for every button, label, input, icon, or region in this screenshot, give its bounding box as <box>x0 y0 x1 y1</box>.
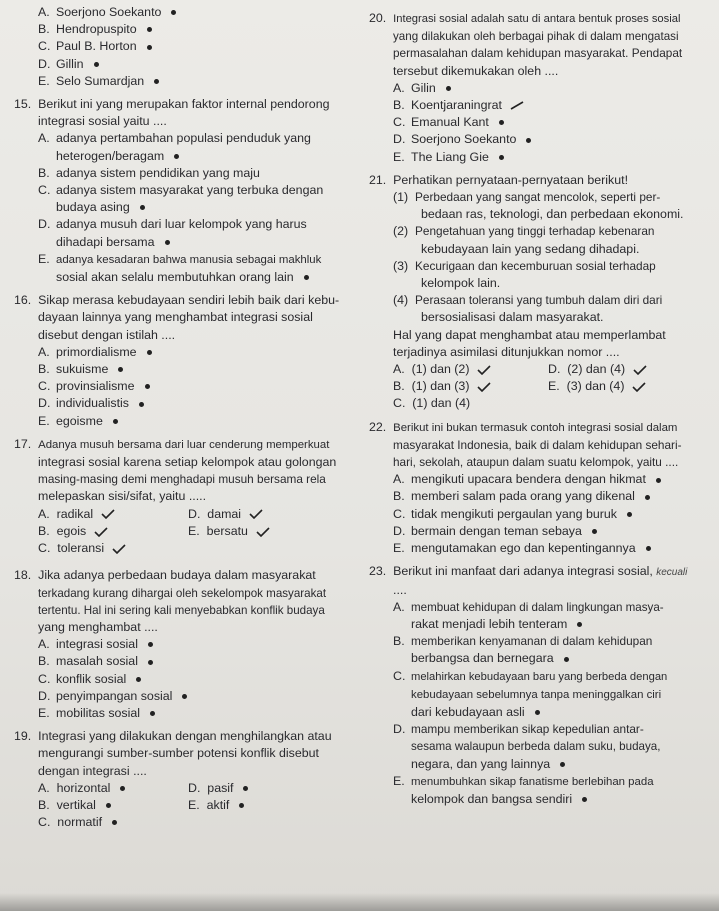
option[interactable]: A. adanya pertambahan populasi penduduk yang <box>38 131 311 146</box>
pen-mark-icon <box>645 495 650 500</box>
question-stem: Berikut ini bukan termasuk contoh integrasi sosial dalam <box>393 421 678 434</box>
question-21: 21. Perhatikan pernyataan-pernyataan berikut! (1) Perbedaan yang sangat mencolok, seperti per- bedaan ras, teknologi, dan perbedaan ekonomi. (2) Pengetahuan yang tinggi terhadap kebenaran kebudayaan lain yang sedang dihadapi. (3) Kecurigaan dan kecemburuan sosial terhadap kelompok lain. (4) Perasaan toleransi yang tumbuh dalam diri dari bersosialisasi dalam masyarakat. Hal yang dapat menghambat atau memperlambat terjadinya asimilasi ditunjukkan nomor .... A. (1) dan (2) D. (2) dan (4) B. (1) dan (3) E. (3) dan (4) C. (1) dan (4) <box>369 172 714 413</box>
option[interactable]: D. Gillin <box>14 56 354 73</box>
option[interactable]: E. Selo Sumardjan <box>14 73 354 90</box>
option[interactable]: D. adanya musuh dari luar kelompok yang harus <box>38 217 307 232</box>
pen-mark-icon <box>150 711 155 716</box>
option[interactable]: E. mobilitas sosial <box>14 705 354 722</box>
option[interactable]: E. mengutamakan ego dan kepentingannya <box>369 540 714 557</box>
pen-mark-icon <box>147 45 152 50</box>
option[interactable]: C. toleransi <box>38 540 188 557</box>
option[interactable]: D. Soerjono Soekanto <box>369 131 714 148</box>
question-number: 22. <box>369 419 387 434</box>
option[interactable]: C. provinsialisme <box>14 378 354 395</box>
option[interactable]: C. melahirkan kebudayaan baru yang berbeda dengan <box>393 668 668 683</box>
question-stem: Sikap merasa kebudayaan sendiri lebih baik dari kebu- <box>38 293 340 308</box>
pen-mark-icon <box>147 350 152 355</box>
pen-mark-icon <box>446 86 451 91</box>
checkmark-icon <box>112 544 126 554</box>
pen-mark-icon <box>139 402 144 407</box>
question-stem: Perhatikan pernyataan-pernyataan berikut! <box>393 172 629 187</box>
pen-mark-icon <box>171 10 176 15</box>
question-19: 19. Integrasi yang dilakukan dengan menghilangkan atau mengurangi sumber-sumber potensi konflik disebut dengan integrasi .... A. horizontal D. pasif B. vertikal E. aktif C. normatif <box>14 728 354 831</box>
statement: (4) Perasaan toleransi yang tumbuh dalam diri dari <box>393 293 663 308</box>
option[interactable]: A. integrasi sosial <box>14 636 354 653</box>
question-stem: Berikut ini yang merupakan faktor internal pendorong <box>38 97 330 112</box>
question-number: 23. <box>369 564 387 579</box>
option[interactable]: B. Hendropuspito <box>14 21 354 38</box>
option[interactable]: D. (2) dan (4) <box>548 361 708 378</box>
option[interactable]: E. menumbuhkan sikap fanatisme berlebihan pada <box>393 773 654 788</box>
pen-mark-icon <box>145 384 150 389</box>
options-grid <box>14 780 354 832</box>
question-number: 20. <box>369 11 387 25</box>
right-column <box>369 0 714 808</box>
question-stem: Jika adanya perbedaan budaya dalam masyarakat <box>38 568 316 583</box>
pen-mark-icon <box>148 660 153 665</box>
checkmark-icon <box>256 527 270 537</box>
option[interactable]: E. bersatu <box>188 523 338 540</box>
question-23: 23. Berikut ini manfaat dari adanya integrasi sosial, kecuali .... A. membuat kehidupan di dalam lingkungan masya- rakat menjadi lebih tenteram B. memberikan kenyamanan di dalam kehidupan berbangsa dan bernegara C. melahirkan kebudayaan baru yang berbeda dengan kebudayaan sebelumnya tanpa meninggalkan ciri dari kebudayaan asli D. mampu memberikan sikap kepedulian antar- sesama walaupun berbeda dalam suku, budaya, negara, dan yang lainnya E. menumbuhkan sikap fanatisme berlebihan pada kelompok dan bangsa sendiri <box>369 563 714 808</box>
question-14-options <box>14 4 354 90</box>
pen-mark-icon <box>136 677 141 682</box>
option[interactable]: D. individualistis <box>14 395 354 412</box>
pen-mark-icon <box>106 803 111 808</box>
checkmark-icon <box>633 365 647 375</box>
option[interactable]: D. mampu memberikan sikap kepedulian antar- <box>393 722 644 737</box>
option[interactable]: B. sukuisme <box>14 361 354 378</box>
option[interactable]: B. memberi salam pada orang yang dikenal <box>369 488 714 505</box>
option[interactable]: C. tidak mengikuti pergaulan yang buruk <box>369 506 714 523</box>
option[interactable]: D. bermain dengan teman sebaya <box>369 523 714 540</box>
pen-mark-icon <box>304 275 309 280</box>
question-stem: Berikut ini manfaat dari adanya integrasi sosial, <box>393 564 653 579</box>
option[interactable]: E. (3) dan (4) <box>548 378 708 395</box>
statement: (3) Kecurigaan dan kecemburuan sosial terhadap <box>393 258 656 273</box>
pen-mark-icon <box>535 710 540 715</box>
option[interactable]: D. penyimpangan sosial <box>14 688 354 705</box>
option[interactable]: A. horizontal <box>38 780 188 797</box>
question-number: 19. <box>14 729 32 744</box>
option[interactable]: A. membuat kehidupan di dalam lingkungan masya- <box>393 599 664 614</box>
option[interactable]: C. (1) dan (4) <box>393 396 471 411</box>
handwritten-note: kecuali <box>656 567 688 579</box>
option[interactable]: B. masalah sosial <box>14 653 354 670</box>
question-number: 21. <box>369 172 387 187</box>
option[interactable]: B. (1) dan (3) <box>393 378 548 395</box>
option[interactable]: A. mengikuti upacara bendera dengan hikmat <box>369 471 714 488</box>
pen-mark-icon <box>182 694 187 699</box>
pen-mark-icon <box>656 478 661 483</box>
option[interactable]: C. Emanual Kant <box>369 114 714 131</box>
option[interactable]: E. The Liang Gie <box>369 149 714 166</box>
pen-mark-icon <box>582 797 587 802</box>
pen-mark-icon <box>560 762 565 767</box>
pen-mark-icon <box>112 820 117 825</box>
pen-mark-icon <box>140 205 145 210</box>
pen-mark-icon <box>243 786 248 791</box>
question-number: 15. <box>14 97 32 112</box>
pen-mark-icon <box>564 657 569 662</box>
question-20: 20. Integrasi sosial adalah satu di antara bentuk proses sosial yang dilakukan oleh berbagai pihak di dalam mengatasi permasalahan dalam kehidupan masyarakat. Pendapat tersebut dikemukakan oleh .... A. Gilin B. Koentjaraningrat C. Emanual Kant D. Soerjono Soekanto E. The Liang Gie <box>369 10 714 166</box>
question-number: 16. <box>14 293 32 308</box>
option[interactable]: B. memberikan kenyamanan di dalam kehidupan <box>393 634 653 649</box>
statement: (2) Pengetahuan yang tinggi terhadap kebenaran <box>393 224 655 239</box>
question-stem: Integrasi yang dilakukan dengan menghilangkan atau <box>38 729 332 744</box>
option[interactable]: A. (1) dan (2) <box>393 361 548 378</box>
option[interactable]: B. adanya sistem pendidikan yang maju <box>38 165 260 180</box>
question-16: 16. Sikap merasa kebudayaan sendiri lebih baik dari kebu- dayaan lainnya yang menghambat integrasi sosial disebut dengan istilah .... A. primordialisme B. sukuisme C. provinsialisme D. individualistis E. egoisme <box>14 292 354 430</box>
option[interactable]: A. primordialisme <box>14 344 354 361</box>
option[interactable]: E. aktif <box>188 797 338 814</box>
pen-mark-icon <box>120 786 125 791</box>
pen-mark-icon <box>526 138 531 143</box>
pen-mark-icon <box>154 79 159 84</box>
question-number: 17. <box>14 436 32 451</box>
question-15: 15. Berikut ini yang merupakan faktor internal pendorong integrasi sosial yaitu .... A. adanya pertambahan populasi penduduk yang heterogen/beragam B. adanya sistem pendidikan yang maju C. adanya sistem masyarakat yang terbuka dengan budaya asing D. adanya musuh dari luar kelompok yang harus dihadapi bersama E. adanya kesadaran bahwa manusia sebagai makhluk sosial akan selalu membutuhkan orang lain <box>14 96 354 286</box>
option[interactable]: B. Koentjaraningrat <box>369 97 714 114</box>
pen-mark-icon <box>165 240 170 245</box>
option[interactable]: C. normatif <box>38 814 188 831</box>
question-stem: Adanya musuh bersama dari luar cenderung memperkuat <box>38 438 330 451</box>
question-number: 18. <box>14 568 32 583</box>
pen-mark-icon <box>646 546 651 551</box>
page-edge-shadow <box>0 893 719 911</box>
option[interactable]: A. Soerjono Soekanto <box>14 4 354 21</box>
option[interactable]: B. vertikal <box>38 797 188 814</box>
option[interactable]: D. damai <box>188 506 338 523</box>
pen-mark-icon <box>499 155 504 160</box>
option[interactable]: C. konflik sosial <box>14 671 354 688</box>
pen-mark-icon <box>627 512 632 517</box>
question-stem: integrasi sosial yaitu .... <box>38 114 167 129</box>
question-stem: Integrasi sosial adalah satu di antara bentuk proses sosial <box>393 13 681 25</box>
question-18: 18. Jika adanya perbedaan budaya dalam masyarakat terkadang kurang dihargai oleh sekelompok masyarakat tertentu. Hal ini sering kali menyebabkan konflik budaya yang menghambat .... A. integrasi sosial B. masalah sosial C. konflik sosial D. penyimpangan sosial E. mobilitas sosial <box>14 567 354 722</box>
pen-mark-icon <box>592 529 597 534</box>
checkmark-icon <box>94 527 108 537</box>
option[interactable]: E. adanya kesadaran bahwa manusia sebagai makhluk <box>38 251 322 266</box>
pen-mark-icon <box>148 642 153 647</box>
pen-mark-icon <box>499 120 504 125</box>
checkmark-icon <box>632 382 646 392</box>
checkmark-icon <box>510 101 524 111</box>
question-17: 17. Adanya musuh bersama dari luar cenderung memperkuat integrasi sosial karena setiap kelompok atau golongan masing-masing demi menghadapi musuh bersama rela melepaskan sisi/sifat, yaitu ..... A. radikal D. damai B. egois E. bersatu C. toleransi <box>14 436 354 557</box>
pen-mark-icon <box>147 27 152 32</box>
question-22: 22. Berikut ini bukan termasuk contoh integrasi sosial dalam masyarakat Indonesia, baik di dalam kehidupan sehari- hari, sekolah, ataupun dalam suatu kelompok, yaitu .... A. mengikuti upacara bendera dengan hikmat B. memberi salam pada orang yang dikenal C. tidak mengikuti pergaulan yang buruk D. bermain dengan teman sebaya E. mengutamakan ego dan kepentingannya <box>369 419 714 558</box>
checkmark-icon <box>477 365 491 375</box>
option[interactable]: A. radikal <box>38 506 188 523</box>
option[interactable]: C. adanya sistem masyarakat yang terbuka dengan <box>38 183 324 198</box>
checkmark-icon <box>249 509 263 519</box>
pen-mark-icon <box>113 419 118 424</box>
left-column <box>14 0 354 831</box>
option[interactable]: D. pasif <box>188 780 338 797</box>
option[interactable]: B. egois <box>38 523 188 540</box>
option[interactable]: E. egoisme <box>14 413 354 430</box>
pen-mark-icon <box>577 622 582 627</box>
statement: (1) Perbedaan yang sangat mencolok, seperti per- <box>393 190 661 205</box>
checkmark-icon <box>477 382 491 392</box>
option[interactable]: C. Paul B. Horton <box>14 38 354 55</box>
options-grid <box>14 506 354 558</box>
option[interactable]: A. Gilin <box>369 80 714 97</box>
pen-mark-icon <box>239 803 244 808</box>
pen-mark-icon <box>94 62 99 67</box>
checkmark-icon <box>101 509 115 519</box>
pen-mark-icon <box>118 367 123 372</box>
options-grid <box>369 361 714 413</box>
pen-mark-icon <box>174 154 179 159</box>
